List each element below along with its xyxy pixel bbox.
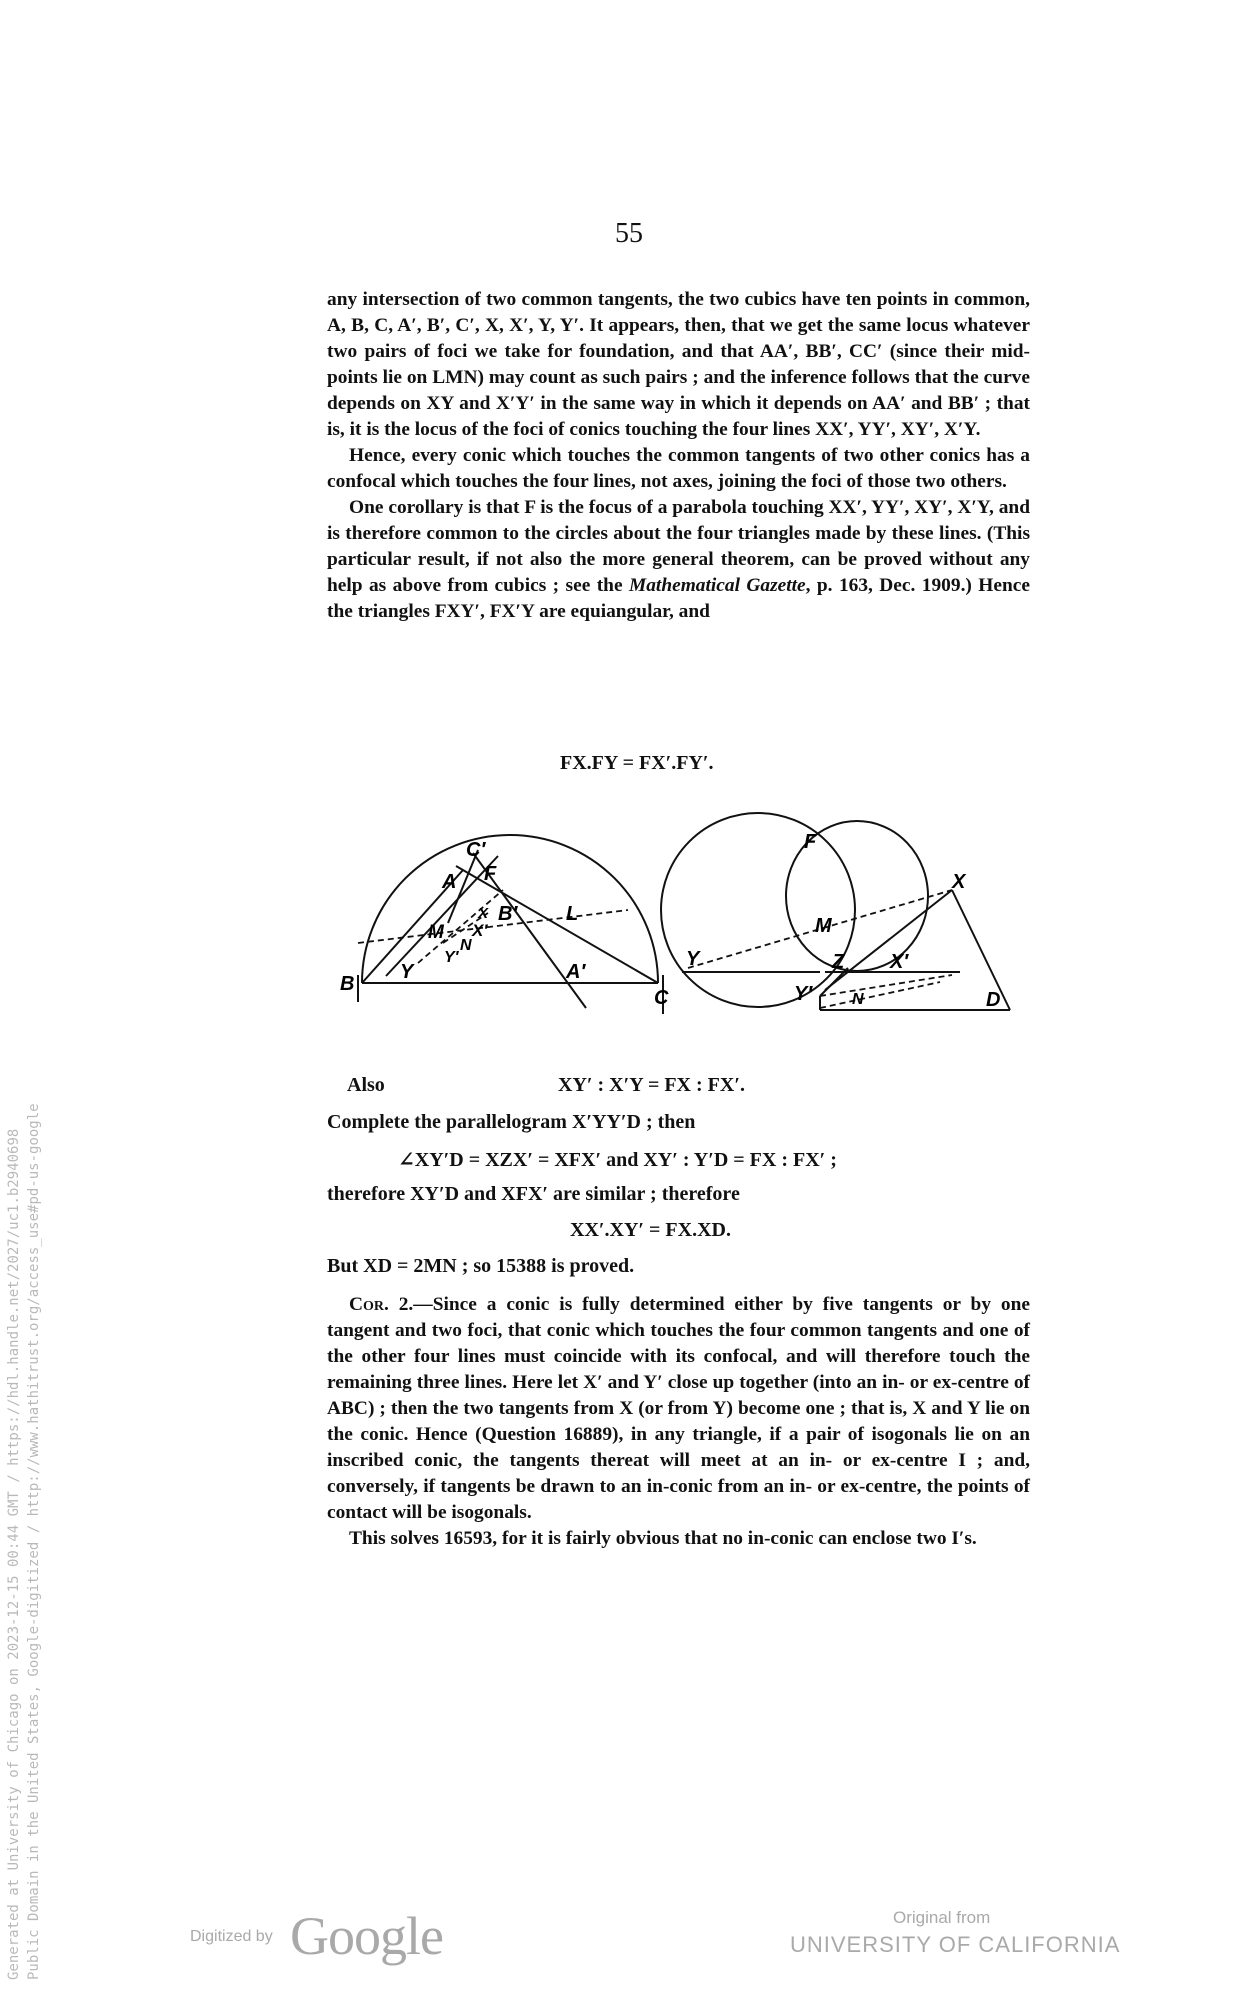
dashed-line-l bbox=[358, 910, 628, 943]
equation-2: XY′ : X′Y = FX : FX′. bbox=[558, 1074, 745, 1096]
label-z: Z bbox=[832, 951, 845, 973]
equation-3: ∠XY′D = XZX′ = XFX′ and XY′ : Y′D = FX : FX′ ; bbox=[398, 1149, 837, 1171]
equation-1: FX.FY = FX′.FY′. bbox=[560, 752, 714, 774]
corollary-paragraph bbox=[327, 1292, 1030, 1526]
label-b: B bbox=[340, 973, 355, 995]
label-x-prime: X′ bbox=[890, 951, 909, 973]
label-y-prime: Y′ bbox=[444, 949, 459, 966]
institution-label: UNIVERSITY OF CALIFORNIA bbox=[790, 1932, 1121, 1957]
complete-parallelogram-line: Complete the parallelogram X′YY′D ; then bbox=[327, 1111, 696, 1133]
corollary-body: —Since a conic is fully determined either by five tangents or by one tangent and two foci, that conic which touches the four common tangents and one of the other four lines must coincide with its confocal, and will therefore touch the remaining three lines. Here let X′ and Y′ close up together (into an in- or ex-centre of ABC) ; then the two tangents from X (or from Y) become one ; that is, X and Y lie on the conic. Hence (Question 16889), in any triangle, if a pair of isogonals lie on an inscribed conic, the tangents thereat will meet at an in- or ex-centre I ; and, conversely, if tangents be drawn to an in-conic from an in- or ex-centre, the points of contact will be isogonals. bbox=[327, 1294, 1030, 1523]
also-label: Also bbox=[347, 1074, 385, 1096]
label-n: N bbox=[852, 991, 864, 1008]
equation-4: XX′.XY′ = FX.XD. bbox=[570, 1219, 731, 1241]
label-c-prime: C′ bbox=[466, 839, 486, 861]
paragraph-3-part-b: , p. 163, Dec. 1909.) Hence the triangles FXY′, FX′Y are equiangular, and bbox=[327, 575, 1030, 622]
original-from-label: Original from bbox=[893, 1908, 991, 1927]
label-a-prime: A′ bbox=[566, 961, 586, 983]
closing-paragraph: This solves 16593, for it is fairly obvious that no in-conic can enclose two I′s. bbox=[349, 1528, 977, 1549]
label-y-prime: Y′ bbox=[794, 983, 813, 1005]
label-f: F bbox=[484, 863, 497, 885]
circle-large bbox=[661, 813, 855, 1007]
margin-note-line-2: Public Domain in the United States, Google-digitized / http://www.hathitrust.org/access_use#pd-us-google bbox=[26, 1103, 42, 1980]
label-c: C bbox=[654, 987, 669, 1009]
label-y: Y bbox=[400, 961, 414, 983]
paragraph-2: Hence, every conic which touches the common tangents of two other conics has a confocal which touches the four lines, not axes, joining the foci of those two others. bbox=[327, 445, 1030, 492]
label-x-prime: X′ bbox=[472, 921, 488, 940]
label-m: M bbox=[428, 922, 444, 943]
text-block-top bbox=[327, 287, 1030, 625]
label-x: X bbox=[478, 905, 489, 922]
paragraph-3 bbox=[327, 495, 1030, 625]
google-logo: Google bbox=[290, 1906, 443, 1966]
journal-title: Mathematical Gazette bbox=[629, 575, 806, 596]
digitized-by-label: Digitized by bbox=[190, 1928, 273, 1945]
proved-line: But XD = 2MN ; so 15388 is proved. bbox=[327, 1255, 635, 1277]
page-number: 55 bbox=[615, 218, 643, 249]
corollary-heading: Cor. 2. bbox=[349, 1294, 414, 1315]
label-f: F bbox=[804, 831, 817, 853]
text-block-bottom bbox=[327, 1292, 1030, 1552]
label-d: D bbox=[986, 989, 1001, 1011]
paragraph-3-part-a: One corollary is that F is the focus of a parabola touching XX′, YY′, XY′, X′Y, and is therefore common to the circles about the four triangles made by these lines. (This particular result, if not also the more general theorem, can be proved without any help as above from cubics ; see the bbox=[327, 497, 1030, 596]
label-a: A bbox=[442, 871, 457, 893]
label-b-prime: B′ bbox=[498, 903, 518, 925]
margin-note-line-1: Generated at University of Chicago on 2023-12-15 00:44 GMT / https://hdl.handle.net/2027/uc1.b2940698 bbox=[6, 1128, 22, 1980]
line-y-prime-x bbox=[825, 890, 952, 990]
figure-right bbox=[660, 800, 1030, 1030]
margin-watermark bbox=[4, 1103, 44, 1980]
label-y: Y bbox=[686, 948, 700, 970]
line-x-d bbox=[952, 890, 1010, 1010]
label-l: L bbox=[566, 903, 579, 925]
paragraph-1: any intersection of two common tangents, the two cubics have ten points in common, A, B, C, A′, B′, C′, X, X′, Y, Y′. It appears, then, that we get the same locus whatever two pairs of foci we take for foundation, and that AA′, BB′, CC′ (since their mid-points lie on LMN) may count as such pairs ; and the inference follows that the curve depends on XY and X′Y′ in the same way in which it depends on AA′ and BB′ ; that is, it is the locus of the foci of conics touching the four lines XX′, YY′, XY′, X′Y. bbox=[327, 289, 1030, 440]
similar-line: therefore XY′D and XFX′ are similar ; therefore bbox=[327, 1183, 740, 1205]
label-n: N bbox=[460, 937, 472, 954]
label-m: M bbox=[815, 915, 832, 937]
label-x: X bbox=[952, 871, 966, 893]
figure-left bbox=[338, 818, 688, 1048]
